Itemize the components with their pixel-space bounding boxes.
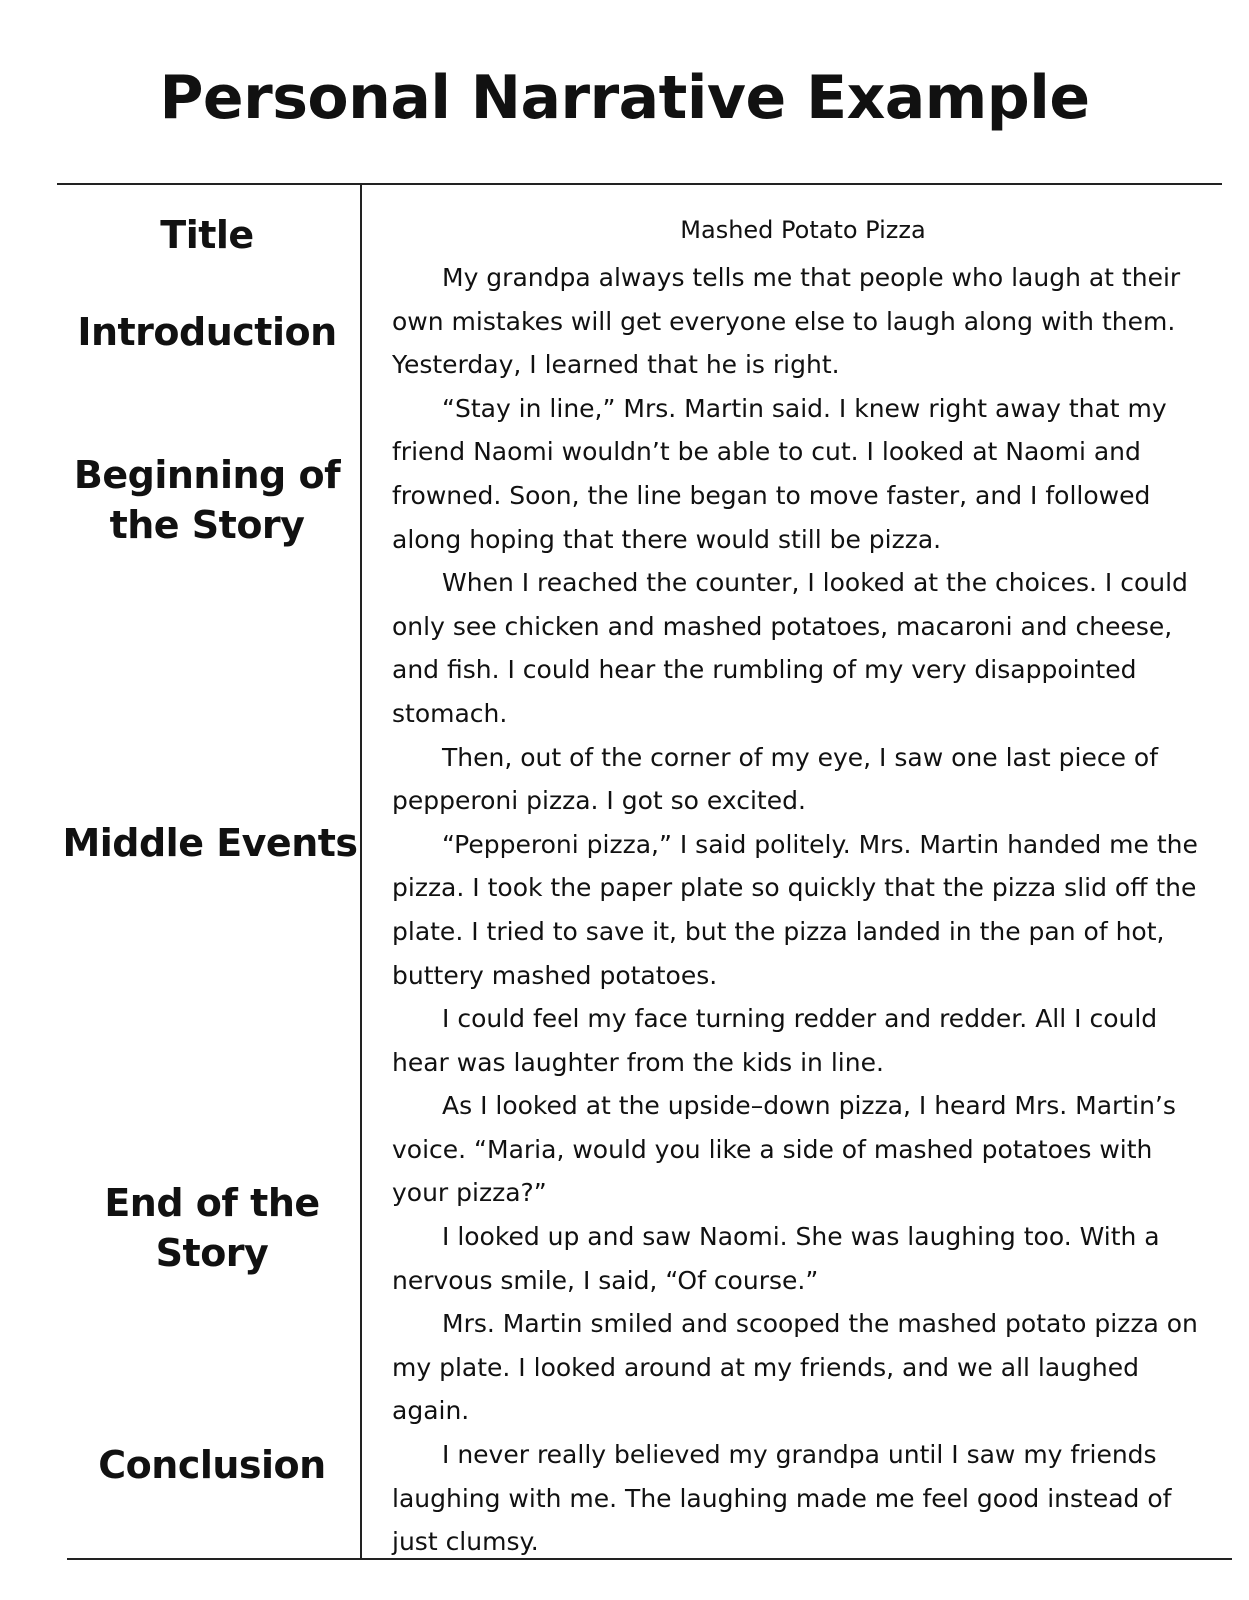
story-body xyxy=(392,210,1204,1564)
story-paragraph: Then, out of the corner of my eye, I saw one last piece of pepperoni pizza. I got so excited. xyxy=(392,742,1158,816)
story-paragraph: When I reached the counter, I looked at the choices. I could only see chicken and mashed potatoes, macaroni and cheese, and fish. I could hear the rumbling of my very disappointed stomach. xyxy=(392,568,1188,728)
story-paragraph: I looked up and saw Naomi. She was laughing too. With a nervous smile, I said, “Of course.” xyxy=(392,1222,1160,1295)
page-title: Personal Narrative Example xyxy=(159,63,1090,133)
story-paragraph: As I looked at the upside–down pizza, I heard Mrs. Martin’s voice. “Maria, would you like a side of mashed potatoes with your pizza?” xyxy=(392,1091,1176,1208)
label-beginning-line2: the Story xyxy=(109,503,305,547)
label-end-line2: Story xyxy=(155,1231,269,1275)
story-paragraph: My grandpa always tells me that people who laugh at their own mistakes will get everyone else to laugh along with them. Yesterday, I learned that he is right. xyxy=(392,263,1181,380)
story-paragraph: “Stay in line,” Mrs. Martin said. I knew right away that my friend Naomi wouldn’t be able to cut. I looked at Naomi and frowned. Soon, the line began to move faster, and I followed along hoping that there would still be pizza. xyxy=(392,393,1167,554)
story-paragraph: Mrs. Martin smiled and scooped the mashed potato pizza on my plate. I looked around at my friends, and we all laughed again. xyxy=(392,1309,1198,1426)
label-end-line1: End of the xyxy=(104,1181,320,1225)
label-conclusion: Conclusion xyxy=(98,1443,326,1487)
label-introduction: Introduction xyxy=(77,310,337,354)
label-title: Title xyxy=(160,213,254,257)
top-rule xyxy=(57,183,1222,185)
story-paragraph: “Pepperoni pizza,” I said politely. Mrs. Martin handed me the pizza. I took the paper plate so quickly that the pizza slid off the plate. I tried to save it, but the pizza landed in the pan of hot, buttery mashed potatoes. xyxy=(392,829,1198,990)
label-middle-events: Middle Events xyxy=(62,821,358,865)
story-paragraph: I could feel my face turning redder and redder. All I could hear was laughter from the kids in line. xyxy=(392,1004,1158,1077)
label-beginning-line1: Beginning of xyxy=(73,453,341,497)
story-title: Mashed Potato Pizza xyxy=(680,216,926,244)
column-divider xyxy=(360,184,362,1559)
story-paragraph: I never really believed my grandpa until I saw my friends laughing with me. The laughing made me feel good instead of just clumsy. xyxy=(392,1440,1172,1557)
